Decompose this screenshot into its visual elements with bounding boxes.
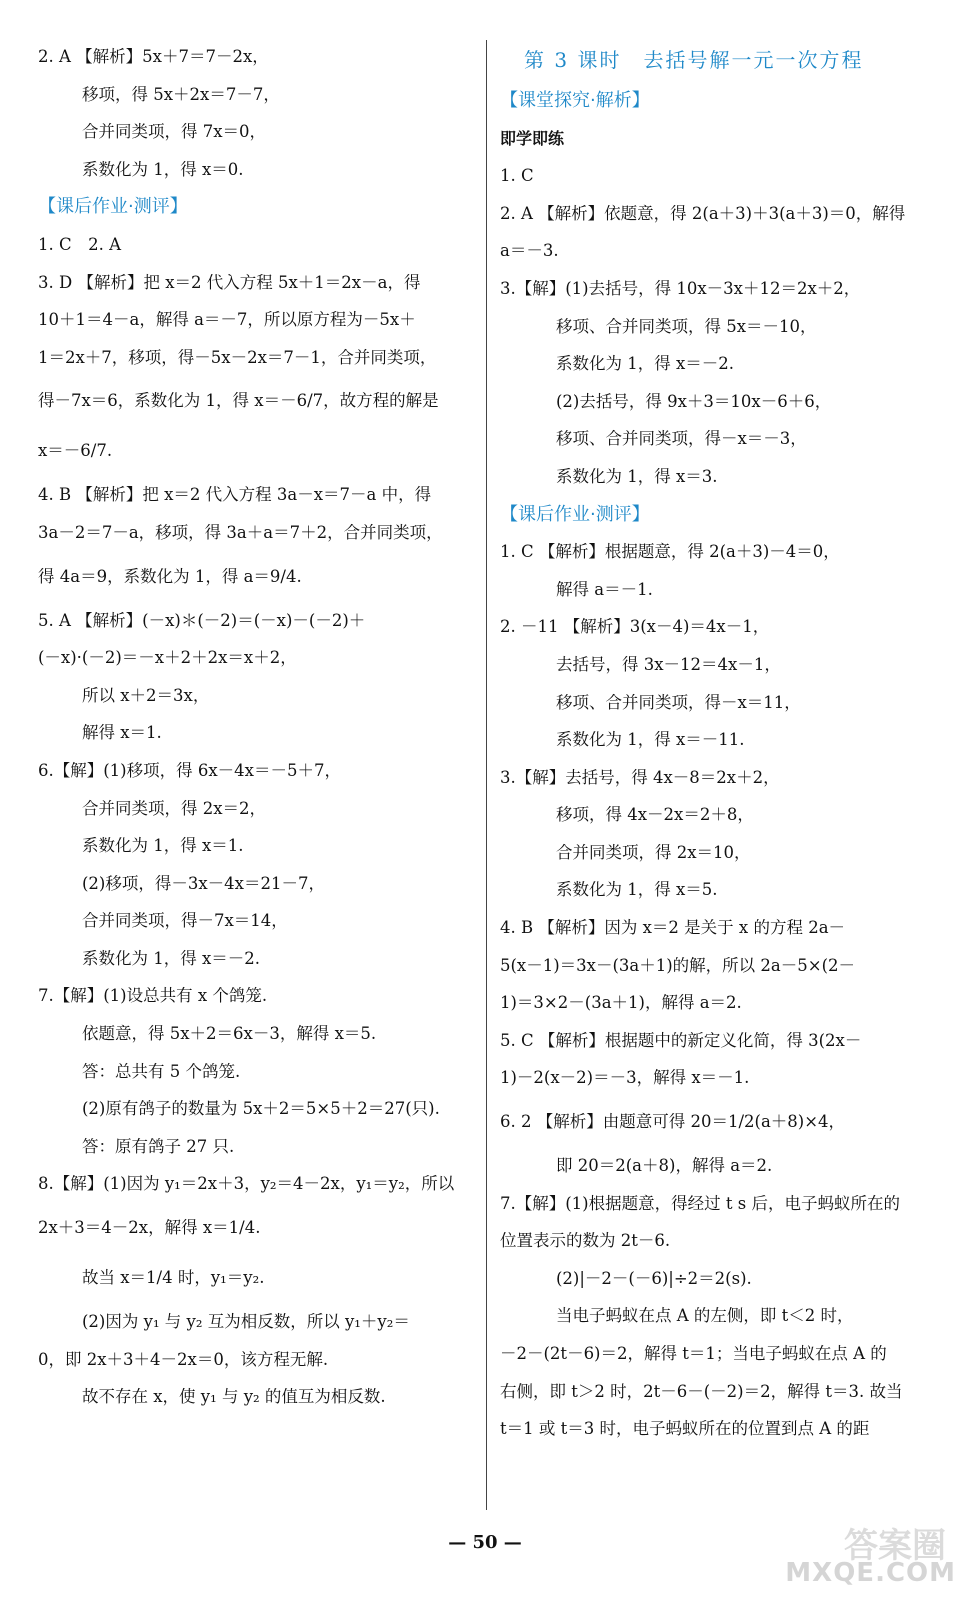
answer-line: 位置表示的数为 2t－6. <box>500 1231 671 1251</box>
step-line: 合并同类项，得 2x＝2， <box>82 798 267 818</box>
step-line: (2)去括号，得 9x＋3＝10x－6＋6， <box>556 391 832 411</box>
step-line: 解得 a＝－1. <box>556 579 653 599</box>
subheading-practice: 即学即练 <box>500 128 565 148</box>
step-line: 移项，得 4x－2x＝2＋8， <box>556 805 754 825</box>
answer-line: t＝1 或 t＝3 时，电子蚂蚁所在的位置到点 A 的距 <box>500 1419 870 1439</box>
watermark <box>766 1518 956 1588</box>
step-line: 系数化为 1，得 x＝－2. <box>556 354 735 374</box>
step-line: 合并同类项，得－7x＝14， <box>82 911 288 931</box>
answer-line: 右侧，即 t＞2 时，2t－6－(－2)＝2，解得 t＝3. 故当 <box>500 1381 903 1401</box>
lesson-title: 第 3 课时 去括号解一元一次方程 <box>524 48 864 72</box>
step-line: 合并同类项，得 7x＝0， <box>82 122 267 142</box>
left-column <box>38 38 478 1416</box>
answer-line: 0，即 2x＋3＋4－2x＝0，该方程无解. <box>38 1349 329 1369</box>
answer-3: 3. D 【解析】把 x＝2 代入方程 5x＋1＝2x－a，得 <box>38 272 421 292</box>
answer-8: 8.【解】(1)因为 y₁＝2x＋3，y₂＝4－2x，y₁＝y₂，所以 <box>38 1174 455 1194</box>
answer-6: 6.【解】(1)移项，得 6x－4x＝－5＋7， <box>38 760 341 780</box>
step-line: (2)因为 y₁ 与 y₂ 互为相反数，所以 y₁＋y₂＝ <box>82 1312 410 1332</box>
answer-6: 6. 2 【解析】由题意可得 20＝1/2(a＋8)×4， <box>500 1112 846 1132</box>
step-line: 系数化为 1，得 x＝0. <box>82 159 244 179</box>
answer-1: 1. C 【解析】根据题意，得 2(a＋3)－4＝0， <box>500 542 840 562</box>
answer-line: 1)－2(x－2)＝－3，解得 x＝－1. <box>500 1068 750 1088</box>
step-line: 移项，得 5x＋2x＝7－7， <box>82 84 280 104</box>
step-line: 即 20＝2(a＋8)，解得 a＝2. <box>556 1156 773 1176</box>
step-line: 答：原有鸽子 27 只. <box>82 1136 235 1156</box>
answer-5: 5. C 【解析】根据题中的新定义化简，得 3(2x－ <box>500 1030 862 1050</box>
answer-line: 1)＝3×2－(3a＋1)，解得 a＝2. <box>500 993 742 1013</box>
answer-line: －2－(2t－6)＝2，解得 t＝1；当电子蚂蚁在点 A 的 <box>500 1344 887 1363</box>
step-line: 移项、合并同类项，得－x＝11， <box>556 692 801 712</box>
section-heading-homework: 【课后作业·测评】 <box>38 196 188 218</box>
step-line: 答：总共有 5 个鸽笼. <box>82 1061 241 1081</box>
step-line: 系数化为 1，得 x＝－11. <box>556 730 745 750</box>
answer-2: 2. －11 【解析】3(x－4)＝4x－1， <box>500 617 770 637</box>
answer-2: 2. A 【解析】依题意，得 2(a＋3)＋3(a＋3)＝0，解得 <box>500 203 906 223</box>
step-line: (2)原有鸽子的数量为 5x＋2＝5×5＋2＝27(只). <box>82 1099 440 1119</box>
section-heading-classroom: 【课堂探究·解析】 <box>500 90 650 111</box>
answer-4: 4. B 【解析】把 x＝2 代入方程 3a－x＝7－a 中，得 <box>38 485 432 505</box>
watermark-text: MXQE.COM <box>785 1558 956 1588</box>
step-line: 当电子蚂蚁在点 A 的左侧，即 t＜2 时， <box>556 1306 854 1326</box>
answer-1: 1. C <box>500 166 534 186</box>
step-line: 系数化为 1，得 x＝－2. <box>82 948 261 968</box>
answer-7: 7.【解】(1)设总共有 x 个鸽笼. <box>38 986 268 1006</box>
answer-line: 得－7x＝6，系数化为 1，得 x＝－6/7，故方程的解是 <box>38 391 439 411</box>
step-line: 移项、合并同类项，得－x＝－3， <box>556 429 807 449</box>
answer-4: 4. B 【解析】因为 x＝2 是关于 x 的方程 2a－ <box>500 918 846 938</box>
step-line: 系数化为 1，得 x＝5. <box>556 880 718 900</box>
answer-line: x＝－6/7. <box>38 441 113 461</box>
answer-7: 7.【解】(1)根据题意，得经过 t s 后，电子蚂蚁所在的 <box>500 1193 900 1213</box>
answer-line: 3a－2＝7－a，移项，得 3a＋a＝7＋2，合并同类项， <box>38 522 443 542</box>
page-number: — 50 — <box>448 1532 522 1553</box>
answer-1-2: 1. C 2. A <box>38 234 122 254</box>
step-line: 系数化为 1，得 x＝3. <box>556 466 718 486</box>
step-line: 解得 x＝1. <box>82 723 162 743</box>
step-line: 移项、合并同类项，得 5x＝－10， <box>556 316 817 336</box>
answer-line: 得 4a＝9，系数化为 1，得 a＝9/4. <box>38 566 302 586</box>
step-line: 故当 x＝1/4 时，y₁＝y₂. <box>82 1268 265 1288</box>
column-divider <box>486 40 487 1510</box>
answer-line: 5(x－1)＝3x－(3a＋1)的解，所以 2a－5×(2－ <box>500 955 856 975</box>
step-line: 所以 x＋2＝3x， <box>82 685 210 705</box>
step-line: (2)移项，得－3x－4x＝21－7， <box>82 873 325 893</box>
answer-line: 1＝2x＋7，移项，得－5x－2x＝7－1，合并同类项， <box>38 347 437 367</box>
step-line: 故不存在 x，使 y₁ 与 y₂ 的值互为相反数. <box>82 1387 386 1407</box>
answer-5: 5. A 【解析】(－x)＊(－2)＝(－x)－(－2)＋ <box>38 610 366 630</box>
step-line: 合并同类项，得 2x＝10， <box>556 842 751 862</box>
step-line: (2)|－2－(－6)|÷2＝2(s). <box>556 1268 752 1288</box>
step-line: 系数化为 1，得 x＝1. <box>82 836 244 856</box>
watermark-logo: 答案圈 <box>844 1526 946 1566</box>
step-line: 依题意，得 5x＋2＝6x－3，解得 x＝5. <box>82 1024 377 1044</box>
answer-line: 2x＋3＝4－2x，解得 x＝1/4. <box>38 1218 261 1238</box>
answer-2: 2. A 【解析】5x＋7＝7－2x， <box>38 47 269 66</box>
answer-line: 10＋1＝4－a，解得 a＝－7，所以原方程为－5x＋ <box>38 310 416 330</box>
answer-line: a＝－3. <box>500 241 559 261</box>
step-line: 去括号，得 3x－12＝4x－1， <box>556 654 781 674</box>
answer-3: 3.【解】去括号，得 4x－8＝2x＋2， <box>500 767 780 787</box>
section-heading-homework: 【课后作业·测评】 <box>500 503 650 525</box>
right-column <box>500 38 940 1448</box>
answer-3: 3.【解】(1)去括号，得 10x－3x＋12＝2x＋2， <box>500 278 861 298</box>
answer-line: (－x)·(－2)＝－x＋2＋2x＝x＋2， <box>38 648 297 668</box>
